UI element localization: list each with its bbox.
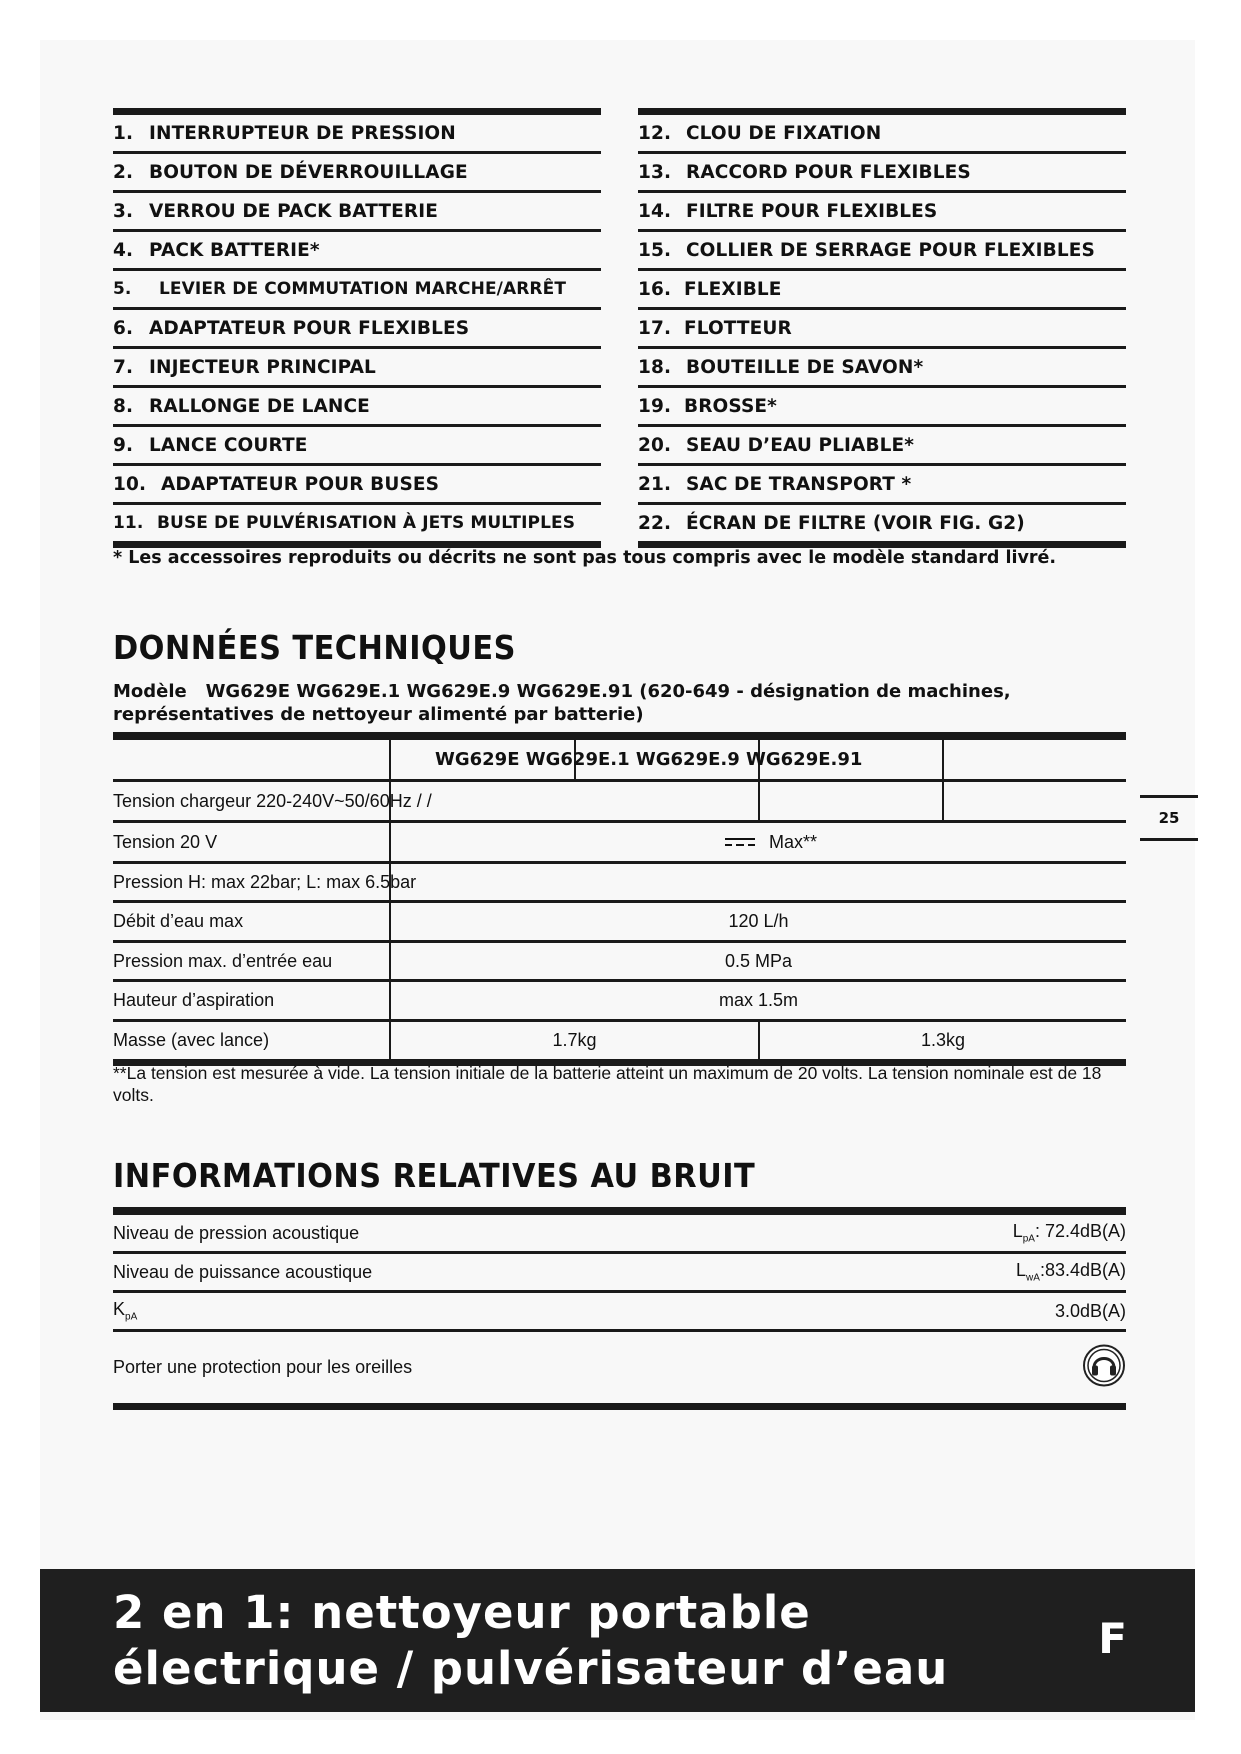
list-item: 16. FLEXIBLE xyxy=(638,271,1126,310)
list-item: 14. FILTRE POUR FLEXIBLES xyxy=(638,193,1126,232)
list-item: 17. FLOTTEUR xyxy=(638,310,1126,349)
banner-title: 2 en 1: nettoyeur portable électrique / pulvérisateur d’eau xyxy=(113,1586,949,1695)
list-item: 19. BROSSE* xyxy=(638,388,1126,427)
list-item: 13. RACCORD POUR FLEXIBLES xyxy=(638,154,1126,193)
list-item: 10. ADAPTATEUR POUR BUSES xyxy=(113,466,601,505)
tech-heading: DONNÉES TECHNIQUES xyxy=(113,628,516,667)
list-item: 15. COLLIER DE SERRAGE POUR FLEXIBLES xyxy=(638,232,1126,271)
ear-protection-icon xyxy=(1082,1343,1126,1392)
table-row: Tension chargeur 220-240V~50/60Hz / / xyxy=(113,782,1126,823)
list-item: 22. ÉCRAN DE FILTRE (VOIR FIG. G2) xyxy=(638,512,1025,534)
table-row: Niveau de pression acoustique $L_{pA}$: 72.4dB(A) xyxy=(113,1215,1126,1254)
tech-table xyxy=(113,732,1126,1066)
voltage-note: **La tension est mesurée à vide. La tension initiale de la batterie atteint un maximum de 20 volts. La tension nominale est de 18 volts. xyxy=(113,1063,1102,1105)
list-item: 12. CLOU DE FIXATION xyxy=(638,115,1126,154)
list-item: 2. BOUTON DE DÉVERROUILLAGE xyxy=(113,154,601,193)
table-row: $K_{pA}$ 3.0dB(A) xyxy=(113,1293,1126,1332)
footer-banner xyxy=(40,1569,1195,1712)
table-row: Niveau de puissance acoustique $L_{wA}:83.4dB(A)$ xyxy=(113,1254,1126,1293)
table-row: Pression max. d’entrée eau 0.5 MPa xyxy=(113,943,1126,982)
language-code: F xyxy=(1098,1614,1127,1663)
list-item: 8. RALLONGE DE LANCE xyxy=(113,388,601,427)
list-item: 6. ADAPTATEUR POUR FLEXIBLES xyxy=(113,310,601,349)
table-row xyxy=(113,740,1126,782)
parts-list-right xyxy=(638,108,1126,548)
list-item: 1. INTERRUPTEUR DE PRESSION xyxy=(113,115,601,154)
list-item: 20. SEAU D’EAU PLIABLE* xyxy=(638,427,1126,466)
dc-symbol-icon xyxy=(725,832,755,853)
model-line: Modèle WG629E WG629E.1 WG629E.9 WG629E.91 (620-649 - désignation de machines, représentatives de nettoyeur alimenté par batterie) xyxy=(113,681,1011,725)
model-header: WG629E WG629E.1 WG629E.9 WG629E.91 xyxy=(435,749,863,770)
table-row: Hauteur d’aspiration max 1.5m xyxy=(113,982,1126,1022)
noise-heading: INFORMATIONS RELATIVES AU BRUIT xyxy=(113,1156,756,1195)
noise-table xyxy=(113,1207,1126,1410)
table-row: Masse (avec lance) 1.7kg 1.3kg xyxy=(113,1022,1126,1059)
table-row: Pression H: max 22bar; L: max 6.5bar xyxy=(113,864,1126,903)
table-row: Débit d’eau max 120 L/h xyxy=(113,903,1126,943)
list-item: 18. BOUTEILLE DE SAVON* xyxy=(638,349,1126,388)
list-item: 21. SAC DE TRANSPORT * xyxy=(638,466,1126,505)
list-item: 5. LEVIER DE COMMUTATION MARCHE/ARRÊT xyxy=(113,271,601,310)
table-row: Tension 20 V Max** xyxy=(113,823,1126,864)
list-item: 9. LANCE COURTE xyxy=(113,427,601,466)
list-item: 11. BUSE DE PULVÉRISATION À JETS MULTIPLES xyxy=(113,513,576,533)
list-item: 7. INJECTEUR PRINCIPAL xyxy=(113,349,601,388)
accessories-note: * Les accessoires reproduits ou décrits ne sont pas tous compris avec le modèle standard livré. xyxy=(113,548,1057,568)
list-item: 3. VERROU DE PACK BATTERIE xyxy=(113,193,601,232)
parts-list-left xyxy=(113,108,601,548)
page-number: 25 xyxy=(1140,795,1198,841)
table-row: Porter une protection pour les oreilles xyxy=(113,1332,1126,1403)
list-item: 4. PACK BATTERIE* xyxy=(113,232,601,271)
